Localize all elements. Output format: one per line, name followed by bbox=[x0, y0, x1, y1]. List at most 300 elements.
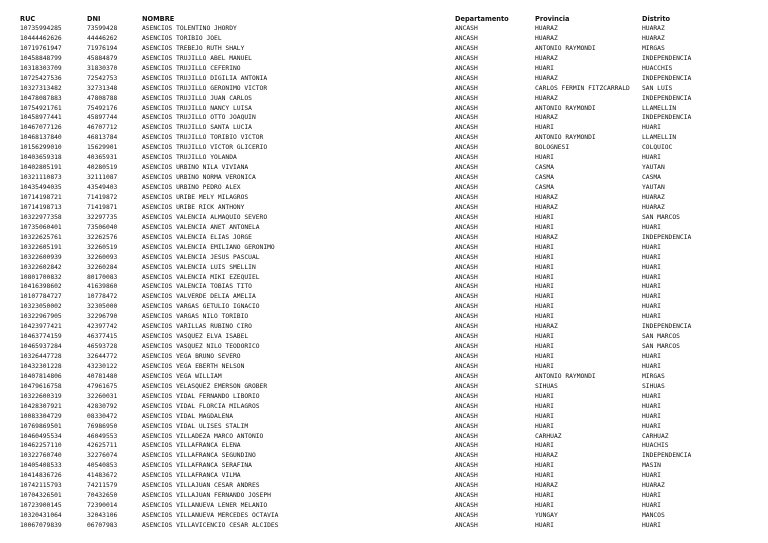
cell-provincia: HUARI bbox=[535, 522, 554, 529]
cell-provincia: HUARI bbox=[535, 253, 554, 261]
cell-distrito: HUARI bbox=[642, 472, 661, 480]
cell-dni: 32262576 bbox=[87, 233, 118, 241]
cell-provincia: HUARI bbox=[535, 353, 554, 361]
cell-nombre: ASENCIOS URIBE MELY MILAGROS bbox=[142, 193, 249, 201]
table-row bbox=[0, 203, 768, 213]
cell-distrito: SAN MARCOS bbox=[642, 213, 680, 221]
cell-departamento: ANCASH bbox=[455, 54, 478, 62]
cell-departamento: ANCASH bbox=[455, 273, 478, 281]
cell-departamento: ANCASH bbox=[455, 94, 478, 102]
table-row bbox=[0, 451, 768, 461]
cell-departamento: ANCASH bbox=[455, 313, 478, 321]
cell-departamento: ANCASH bbox=[455, 293, 478, 301]
table-row bbox=[0, 282, 768, 292]
cell-ruc: 10405408533 bbox=[20, 462, 62, 470]
cell-dni: 32260093 bbox=[87, 253, 118, 261]
cell-ruc: 10322600319 bbox=[20, 392, 62, 400]
cell-dni: 45897744 bbox=[87, 114, 118, 122]
cell-nombre: ASENCIOS VASQUEZ ELVA ISABEL bbox=[142, 333, 249, 341]
cell-distrito: YAUTAN bbox=[642, 164, 665, 172]
cell-distrito: HUARI bbox=[642, 502, 661, 510]
cell-provincia: HUARI bbox=[535, 124, 554, 132]
cell-departamento: ANCASH bbox=[455, 343, 478, 351]
cell-dni: 72390014 bbox=[87, 502, 118, 510]
table-row bbox=[0, 84, 768, 94]
cell-ruc: 10156299010 bbox=[20, 144, 62, 152]
cell-provincia: CASMA bbox=[535, 174, 554, 182]
table-row bbox=[0, 402, 768, 412]
cell-ruc: 10742115793 bbox=[20, 482, 62, 490]
cell-nombre: ASENCIOS VIDAL FERNANDO LIBORIO bbox=[142, 392, 260, 400]
cell-ruc: 10479616758 bbox=[20, 382, 62, 390]
cell-ruc: 10322760740 bbox=[20, 452, 62, 460]
cell-ruc: 10444462626 bbox=[20, 34, 62, 42]
cell-dni: 40781480 bbox=[87, 372, 118, 380]
cell-ruc: 10735060401 bbox=[20, 223, 62, 231]
table-row bbox=[0, 163, 768, 173]
cell-departamento: ANCASH bbox=[455, 442, 478, 450]
table-row bbox=[0, 312, 768, 322]
cell-dni: 72542753 bbox=[87, 74, 118, 82]
cell-provincia: HUARI bbox=[535, 492, 554, 500]
table-row bbox=[0, 273, 768, 283]
cell-distrito: INDEPENDENCIA bbox=[642, 233, 692, 241]
table-row bbox=[0, 432, 768, 442]
cell-distrito: INDEPENDENCIA bbox=[642, 452, 692, 460]
cell-ruc: 10414836726 bbox=[20, 472, 62, 480]
cell-dni: 32043106 bbox=[87, 512, 118, 520]
cell-ruc: 10320431064 bbox=[20, 512, 62, 520]
cell-dni: 32276074 bbox=[87, 452, 118, 460]
cell-dni: 32644772 bbox=[87, 353, 118, 361]
table-row bbox=[0, 263, 768, 273]
cell-dni: 32260519 bbox=[87, 243, 118, 251]
table-row bbox=[0, 422, 768, 432]
cell-ruc: 10067079839 bbox=[20, 522, 62, 529]
cell-departamento: ANCASH bbox=[455, 193, 478, 201]
cell-departamento: ANCASH bbox=[455, 124, 478, 132]
table-row bbox=[0, 491, 768, 501]
cell-departamento: ANCASH bbox=[455, 104, 478, 112]
cell-nombre: ASENCIOS VALENCIA LUIS SMELLIN bbox=[142, 263, 256, 271]
cell-departamento: ANCASH bbox=[455, 472, 478, 480]
cell-dni: 40540853 bbox=[87, 462, 118, 470]
cell-ruc: 10416398602 bbox=[20, 283, 62, 291]
cell-nombre: ASENCIOS TRUJILLO DIGILIA ANTONIA bbox=[142, 74, 268, 82]
table-row bbox=[0, 501, 768, 511]
table-row bbox=[0, 352, 768, 362]
cell-nombre: ASENCIOS VILLAVICENCIO CESAR ALCIDES bbox=[142, 522, 279, 529]
cell-nombre: ASENCIOS VILLAFRANCA ELENA bbox=[142, 442, 241, 450]
cell-nombre: ASENCIOS URBINO PEDRO ALEX bbox=[142, 184, 241, 192]
cell-ruc: 10326447728 bbox=[20, 353, 62, 361]
cell-distrito: HUACCHIS bbox=[642, 64, 673, 72]
cell-nombre: ASENCIOS TRUJILLO NANCY LUISA bbox=[142, 104, 252, 112]
cell-provincia: HUARI bbox=[535, 293, 554, 301]
table-row bbox=[0, 471, 768, 481]
cell-provincia: HUARAZ bbox=[535, 74, 558, 82]
cell-departamento: ANCASH bbox=[455, 34, 478, 42]
table-row bbox=[0, 133, 768, 143]
cell-nombre: ASENCIOS TREBEJO RUTH SHALY bbox=[142, 44, 245, 52]
cell-nombre: ASENCIOS VALVERDE DELIA AMELIA bbox=[142, 293, 256, 301]
cell-provincia: HUARI bbox=[535, 422, 554, 430]
table-row bbox=[0, 143, 768, 153]
cell-distrito: SAN LUIS bbox=[642, 84, 673, 92]
cell-ruc: 10714198713 bbox=[20, 203, 62, 211]
cell-provincia: HUARI bbox=[535, 362, 554, 370]
cell-departamento: ANCASH bbox=[455, 25, 478, 32]
cell-distrito: HUACHIS bbox=[642, 442, 669, 450]
cell-distrito: HUARI bbox=[642, 422, 661, 430]
cell-ruc: 10735994285 bbox=[20, 25, 62, 32]
cell-ruc: 10478087883 bbox=[20, 94, 62, 102]
cell-dni: 42830792 bbox=[87, 402, 118, 410]
cell-dni: 31830370 bbox=[87, 64, 118, 72]
cell-dni: 44446262 bbox=[87, 34, 118, 42]
cell-provincia: HUARI bbox=[535, 263, 554, 271]
cell-ruc: 10467077126 bbox=[20, 124, 62, 132]
cell-departamento: ANCASH bbox=[455, 223, 478, 231]
cell-distrito: LLAMELLIN bbox=[642, 134, 677, 142]
cell-departamento: ANCASH bbox=[455, 492, 478, 500]
cell-departamento: ANCASH bbox=[455, 243, 478, 251]
table-row bbox=[0, 123, 768, 133]
cell-provincia: HUARI bbox=[535, 223, 554, 231]
cell-ruc: 10725427536 bbox=[20, 74, 62, 82]
cell-departamento: ANCASH bbox=[455, 402, 478, 410]
cell-departamento: ANCASH bbox=[455, 74, 478, 82]
table-row bbox=[0, 243, 768, 253]
cell-ruc: 10460495534 bbox=[20, 432, 62, 440]
cell-ruc: 10428307921 bbox=[20, 402, 62, 410]
cell-distrito: YAUTAN bbox=[642, 184, 665, 192]
cell-nombre: ASENCIOS VALENCIA JESUS PASCUAL bbox=[142, 253, 260, 261]
table-row bbox=[0, 481, 768, 491]
cell-departamento: ANCASH bbox=[455, 283, 478, 291]
cell-dni: 32731348 bbox=[87, 84, 118, 92]
cell-ruc: 10723900145 bbox=[20, 502, 62, 510]
cell-dni: 76986950 bbox=[87, 422, 118, 430]
cell-departamento: ANCASH bbox=[455, 203, 478, 211]
cell-departamento: ANCASH bbox=[455, 213, 478, 221]
cell-departamento: ANCASH bbox=[455, 144, 478, 152]
cell-distrito: HUARI bbox=[642, 303, 661, 311]
table-row bbox=[0, 104, 768, 114]
cell-ruc: 10769869501 bbox=[20, 422, 62, 430]
cell-provincia: HUARI bbox=[535, 472, 554, 480]
cell-departamento: ANCASH bbox=[455, 323, 478, 331]
cell-dni: 74211579 bbox=[87, 482, 118, 490]
cell-departamento: ANCASH bbox=[455, 362, 478, 370]
cell-nombre: ASENCIOS TRUJILLO TORIBIO VICTOR bbox=[142, 134, 264, 142]
cell-nombre: ASENCIOS VILLANUEVA LENER MELANIO bbox=[142, 502, 268, 510]
cell-provincia: SIHUAS bbox=[535, 382, 558, 390]
cell-distrito: HUARI bbox=[642, 253, 661, 261]
cell-distrito: HUARAZ bbox=[642, 193, 665, 201]
cell-distrito: HUARAZ bbox=[642, 203, 665, 211]
cell-provincia: HUARAZ bbox=[535, 323, 558, 331]
cell-distrito: MANCOS bbox=[642, 512, 665, 520]
cell-ruc: 10407814806 bbox=[20, 372, 62, 380]
table-row bbox=[0, 54, 768, 64]
cell-ruc: 10322600939 bbox=[20, 253, 62, 261]
table-row bbox=[0, 521, 768, 531]
cell-dni: 10778472 bbox=[87, 293, 118, 301]
cell-ruc: 10083304729 bbox=[20, 412, 62, 420]
cell-provincia: HUARI bbox=[535, 243, 554, 251]
cell-nombre: ASENCIOS VALENCIA EMILIANO GERONIMO bbox=[142, 243, 275, 251]
cell-nombre: ASENCIOS VILLAJUAN CESAR ANDRES bbox=[142, 482, 260, 490]
cell-provincia: HUARI bbox=[535, 64, 554, 72]
cell-departamento: ANCASH bbox=[455, 263, 478, 271]
table-row bbox=[0, 113, 768, 123]
cell-ruc: 10322625761 bbox=[20, 233, 62, 241]
cell-dni: 32305000 bbox=[87, 303, 118, 311]
table-row bbox=[0, 64, 768, 74]
cell-ruc: 10107784727 bbox=[20, 293, 62, 301]
cell-distrito: HUARI bbox=[642, 154, 661, 162]
table-row bbox=[0, 342, 768, 352]
cell-departamento: ANCASH bbox=[455, 452, 478, 460]
cell-distrito: HUARI bbox=[642, 402, 661, 410]
cell-ruc: 10458977441 bbox=[20, 114, 62, 122]
cell-distrito: HUARI bbox=[642, 353, 661, 361]
cell-dni: 32260284 bbox=[87, 263, 118, 271]
table-row bbox=[0, 24, 768, 34]
cell-provincia: HUARI bbox=[535, 333, 554, 341]
cell-nombre: ASENCIOS VIDAL FLORCIA MILAGROS bbox=[142, 402, 260, 410]
cell-distrito: HUARI bbox=[642, 223, 661, 231]
cell-provincia: HUARAZ bbox=[535, 203, 558, 211]
cell-departamento: ANCASH bbox=[455, 462, 478, 470]
cell-dni: 40365931 bbox=[87, 154, 118, 162]
cell-distrito: HUARI bbox=[642, 273, 661, 281]
cell-provincia: ANTONIO RAYMONDI bbox=[535, 372, 596, 380]
header-nombre: NOMBRE bbox=[142, 15, 175, 23]
cell-departamento: ANCASH bbox=[455, 382, 478, 390]
cell-departamento: ANCASH bbox=[455, 84, 478, 92]
cell-ruc: 10463774159 bbox=[20, 333, 62, 341]
cell-nombre: ASENCIOS VALENCIA MIKI EZEQUIEL bbox=[142, 273, 260, 281]
cell-distrito: HUARI bbox=[642, 492, 661, 500]
cell-provincia: HUARAZ bbox=[535, 193, 558, 201]
cell-dni: 06707983 bbox=[87, 522, 118, 529]
cell-departamento: ANCASH bbox=[455, 174, 478, 182]
header-distrito: Distrito bbox=[642, 15, 671, 23]
cell-departamento: ANCASH bbox=[455, 353, 478, 361]
cell-distrito: HUARI bbox=[642, 392, 661, 400]
table-row bbox=[0, 34, 768, 44]
cell-dni: 32297735 bbox=[87, 213, 118, 221]
cell-dni: 08330472 bbox=[87, 412, 118, 420]
cell-provincia: CARHUAZ bbox=[535, 432, 562, 440]
cell-provincia: HUARI bbox=[535, 392, 554, 400]
cell-provincia: HUARAZ bbox=[535, 25, 558, 32]
cell-distrito: HUARAZ bbox=[642, 25, 665, 32]
cell-dni: 40280519 bbox=[87, 164, 118, 172]
cell-nombre: ASENCIOS VALENCIA TOBIAS TITO bbox=[142, 283, 252, 291]
cell-provincia: HUARAZ bbox=[535, 34, 558, 42]
cell-provincia: HUARI bbox=[535, 402, 554, 410]
cell-nombre: ASENCIOS TRUJILLO JUAN CARLOS bbox=[142, 94, 252, 102]
table-row bbox=[0, 44, 768, 54]
cell-ruc: 10327313482 bbox=[20, 84, 62, 92]
cell-ruc: 10403659318 bbox=[20, 154, 62, 162]
cell-nombre: ASENCIOS TORIBIO JOEL bbox=[142, 34, 222, 42]
cell-nombre: ASENCIOS VALENCIA ELIAS JORGE bbox=[142, 233, 252, 241]
cell-departamento: ANCASH bbox=[455, 164, 478, 172]
cell-ruc: 10714198721 bbox=[20, 193, 62, 201]
cell-ruc: 10462257110 bbox=[20, 442, 62, 450]
cell-provincia: ANTONIO RAYMONDI bbox=[535, 104, 596, 112]
cell-departamento: ANCASH bbox=[455, 432, 478, 440]
cell-distrito: MASIN bbox=[642, 462, 661, 470]
table-row bbox=[0, 322, 768, 332]
cell-distrito: HUARI bbox=[642, 362, 661, 370]
cell-dni: 75492176 bbox=[87, 104, 118, 112]
cell-nombre: ASENCIOS VILLANUEVA MERCEDES OCTAVIA bbox=[142, 512, 279, 520]
cell-nombre: ASENCIOS URIBE RICK ANTHONY bbox=[142, 203, 245, 211]
cell-provincia: HUARI bbox=[535, 343, 554, 351]
table-row bbox=[0, 223, 768, 233]
cell-ruc: 10402805191 bbox=[20, 164, 62, 172]
cell-distrito: HUARI bbox=[642, 263, 661, 271]
cell-nombre: ASENCIOS VALENCIA ALMAQUIO SEVERO bbox=[142, 213, 268, 221]
cell-ruc: 10704326501 bbox=[20, 492, 62, 500]
cell-dni: 71976194 bbox=[87, 44, 118, 52]
cell-distrito: MIRGAS bbox=[642, 44, 665, 52]
cell-dni: 46049553 bbox=[87, 432, 118, 440]
cell-nombre: ASENCIOS VALENCIA ANET ANTONELA bbox=[142, 223, 260, 231]
cell-dni: 15629901 bbox=[87, 144, 118, 152]
cell-nombre: ASENCIOS URBINO NILA VIVIANA bbox=[142, 164, 249, 172]
table-row bbox=[0, 213, 768, 223]
cell-provincia: HUARAZ bbox=[535, 94, 558, 102]
cell-provincia: HUARI bbox=[535, 313, 554, 321]
cell-nombre: ASENCIOS VELASQUEZ EMERSON GROBER bbox=[142, 382, 268, 390]
table-row bbox=[0, 382, 768, 392]
cell-distrito: HUARI bbox=[642, 412, 661, 420]
cell-provincia: ANTONIO RAYMONDI bbox=[535, 134, 596, 142]
table-row bbox=[0, 173, 768, 183]
table-row bbox=[0, 74, 768, 84]
cell-dni: 80170083 bbox=[87, 273, 118, 281]
cell-departamento: ANCASH bbox=[455, 522, 478, 529]
cell-distrito: CARHUAZ bbox=[642, 432, 669, 440]
cell-departamento: ANCASH bbox=[455, 422, 478, 430]
cell-distrito: CASMA bbox=[642, 174, 661, 182]
cell-dni: 41483672 bbox=[87, 472, 118, 480]
cell-ruc: 10321110873 bbox=[20, 174, 62, 182]
header-ruc: RUC bbox=[20, 15, 36, 23]
cell-dni: 70432650 bbox=[87, 492, 118, 500]
table-row bbox=[0, 183, 768, 193]
cell-dni: 43549403 bbox=[87, 184, 118, 192]
cell-provincia: HUARI bbox=[535, 442, 554, 450]
cell-ruc: 10801700832 bbox=[20, 273, 62, 281]
cell-nombre: ASENCIOS VARILLAS RUBINO CIRO bbox=[142, 323, 252, 331]
cell-nombre: ASENCIOS VILLAFRANCA SEGUNDINO bbox=[142, 452, 256, 460]
cell-dni: 43230122 bbox=[87, 362, 118, 370]
cell-departamento: ANCASH bbox=[455, 333, 478, 341]
cell-provincia: YUNGAY bbox=[535, 512, 558, 520]
cell-nombre: ASENCIOS VARGAS NILO TORIBIO bbox=[142, 313, 249, 321]
cell-dni: 41639860 bbox=[87, 283, 118, 291]
table-row bbox=[0, 461, 768, 471]
cell-dni: 47961675 bbox=[87, 382, 118, 390]
cell-departamento: ANCASH bbox=[455, 412, 478, 420]
cell-dni: 73506040 bbox=[87, 223, 118, 231]
cell-departamento: ANCASH bbox=[455, 303, 478, 311]
cell-nombre: ASENCIOS VILLAJUAN FERNANDO JOSEPH bbox=[142, 492, 271, 500]
cell-dni: 42625711 bbox=[87, 442, 118, 450]
cell-distrito: HUARI bbox=[642, 283, 661, 291]
cell-distrito: SAN MARCOS bbox=[642, 333, 680, 341]
cell-nombre: ASENCIOS TOLENTINO JHORDY bbox=[142, 25, 237, 32]
cell-nombre: ASENCIOS VILLAFRANCA SERAFINA bbox=[142, 462, 252, 470]
table-row bbox=[0, 233, 768, 243]
cell-departamento: ANCASH bbox=[455, 233, 478, 241]
cell-ruc: 10719761947 bbox=[20, 44, 62, 52]
cell-provincia: ANTONIO RAYMONDI bbox=[535, 44, 596, 52]
cell-provincia: HUARAZ bbox=[535, 482, 558, 490]
cell-distrito: INDEPENDENCIA bbox=[642, 74, 692, 82]
cell-ruc: 10754921761 bbox=[20, 104, 62, 112]
cell-nombre: ASENCIOS VIDAL MAGDALENA bbox=[142, 412, 233, 420]
cell-nombre: ASENCIOS TRUJILLO VICTOR GLICERIO bbox=[142, 144, 268, 152]
cell-distrito: HUARI bbox=[642, 522, 661, 529]
cell-distrito: SIHUAS bbox=[642, 382, 665, 390]
cell-departamento: ANCASH bbox=[455, 184, 478, 192]
cell-provincia: HUARI bbox=[535, 412, 554, 420]
cell-departamento: ANCASH bbox=[455, 482, 478, 490]
cell-nombre: ASENCIOS TRUJILLO CEFERINO bbox=[142, 64, 241, 72]
cell-provincia: HUARAZ bbox=[535, 114, 558, 122]
cell-nombre: ASENCIOS VEGA BRUNO SEVERO bbox=[142, 353, 241, 361]
cell-ruc: 10322977358 bbox=[20, 213, 62, 221]
cell-ruc: 10458848799 bbox=[20, 54, 62, 62]
cell-distrito: HUARI bbox=[642, 124, 661, 132]
cell-nombre: ASENCIOS TRUJILLO YOLANDA bbox=[142, 154, 237, 162]
cell-distrito: HUARAZ bbox=[642, 482, 665, 490]
cell-dni: 71419872 bbox=[87, 193, 118, 201]
cell-dni: 73599428 bbox=[87, 25, 118, 32]
cell-distrito: HUARAZ bbox=[642, 34, 665, 42]
cell-nombre: ASENCIOS TRUJILLO SANTA LUCIA bbox=[142, 124, 252, 132]
cell-provincia: CARLOS FERMIN FITZCARRALD bbox=[535, 84, 630, 92]
cell-nombre: ASENCIOS VIDAL ULISES STALIM bbox=[142, 422, 249, 430]
cell-departamento: ANCASH bbox=[455, 64, 478, 72]
cell-dni: 71419871 bbox=[87, 203, 118, 211]
cell-ruc: 10322602842 bbox=[20, 263, 62, 271]
table-row bbox=[0, 153, 768, 163]
cell-nombre: ASENCIOS VASQUEZ NILO TEODORICO bbox=[142, 343, 260, 351]
cell-distrito: HUARI bbox=[642, 243, 661, 251]
header-departamento: Departamento bbox=[455, 15, 509, 23]
cell-nombre: ASENCIOS VILLAFRANCA VILMA bbox=[142, 472, 241, 480]
cell-ruc: 10322605191 bbox=[20, 243, 62, 251]
table-row bbox=[0, 193, 768, 203]
cell-departamento: ANCASH bbox=[455, 253, 478, 261]
table-row bbox=[0, 441, 768, 451]
cell-nombre: ASENCIOS VEGA WILLIAM bbox=[142, 372, 222, 380]
cell-provincia: HUARAZ bbox=[535, 233, 558, 241]
cell-departamento: ANCASH bbox=[455, 44, 478, 52]
table-header-row bbox=[0, 14, 768, 24]
cell-nombre: ASENCIOS VEGA EBERTH NELSON bbox=[142, 362, 245, 370]
cell-ruc: 10435494035 bbox=[20, 184, 62, 192]
